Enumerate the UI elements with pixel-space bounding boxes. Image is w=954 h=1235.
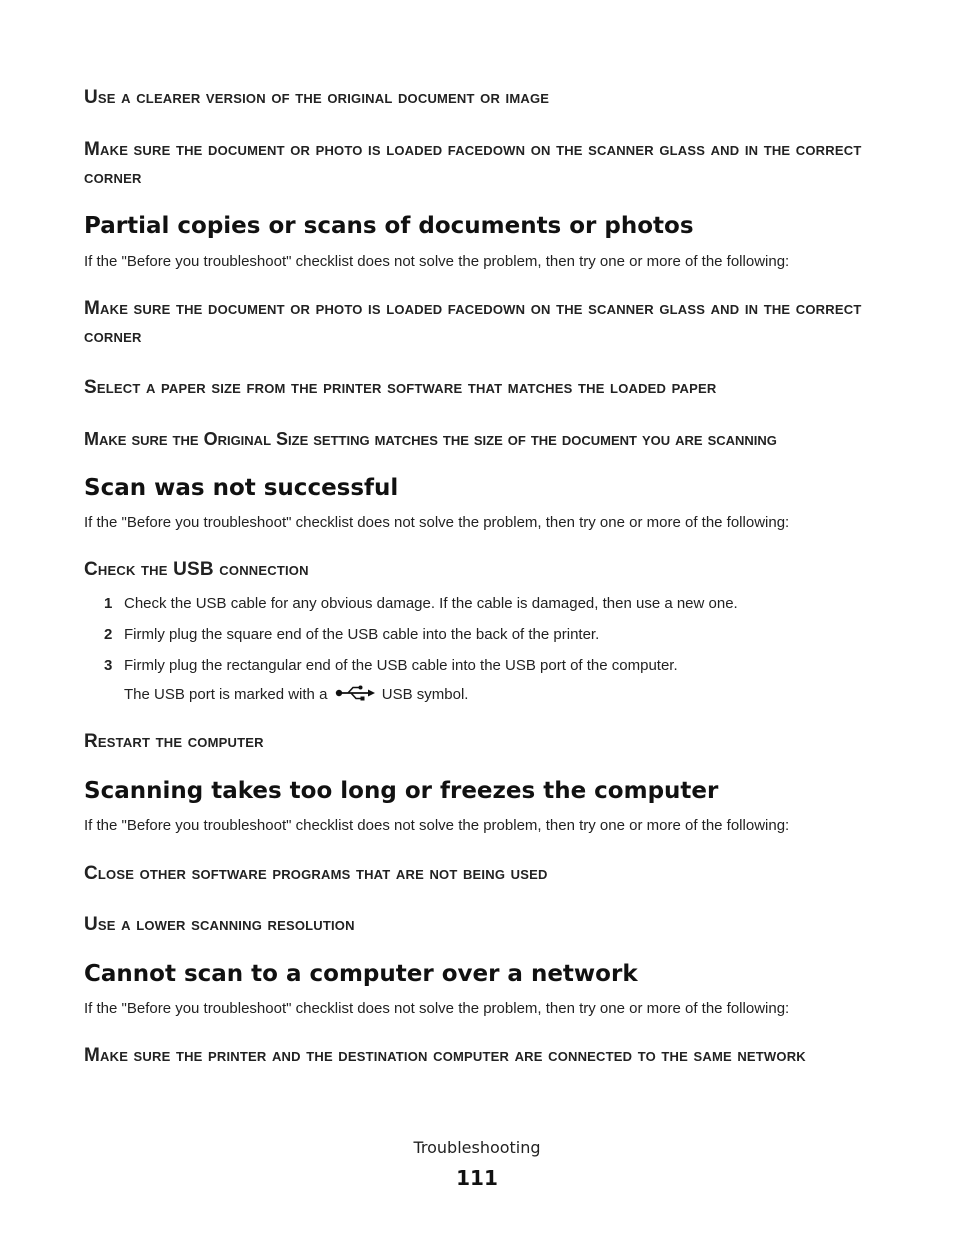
subheading-load-facedown: Make sure the document or photo is loaded facedown on the scanner glass and in the correct corner	[84, 139, 862, 188]
subheading-same-network: Make sure the printer and the destination computer are connected to the same network	[84, 1045, 806, 1066]
intro-text: If the "Before you troubleshoot" checklist does not solve the problem, then try one or more of the following:	[84, 1000, 790, 1017]
intro-text: If the "Before you troubleshoot" checklist does not solve the problem, then try one or more of the following:	[84, 817, 790, 834]
footer-chapter-label: Troubleshooting	[413, 1138, 541, 1157]
subheading-lower-resolution: Use a lower scanning resolution	[84, 914, 355, 935]
subheading-load-facedown: Make sure the document or photo is loaded facedown on the scanner glass and in the correct corner	[84, 298, 862, 347]
step-text: Firmly plug the rectangular end of the USB cable into the USB port of the computer.	[124, 657, 678, 674]
subheading-close-programs: Close other software programs that are not being used	[84, 863, 548, 884]
section-title-scanning-slow: Scanning takes too long or freezes the computer	[84, 778, 719, 804]
page-number: 111	[456, 1166, 498, 1190]
subheading-restart-computer: Restart the computer	[84, 731, 264, 752]
usb-note-after: USB symbol.	[381, 686, 469, 703]
section-title-network-scan: Cannot scan to a computer over a network	[84, 961, 638, 987]
section-title-partial-copies: Partial copies or scans of documents or photos	[84, 213, 694, 239]
subheading-original-size: Make sure the Original Size setting matches the size of the document you are scanning	[84, 429, 777, 449]
section-title-scan-not-successful: Scan was not successful	[84, 475, 399, 501]
usb-note	[124, 685, 468, 707]
usb-symbol-icon	[335, 685, 375, 707]
step-number: 2	[104, 626, 113, 643]
subheading-clearer-version: Use a clearer version of the original document or image	[84, 87, 550, 108]
usb-note-before: The USB port is marked with a	[124, 686, 328, 703]
subheading-select-paper-size: Select a paper size from the printer software that matches the loaded paper	[84, 377, 717, 398]
step-text: Firmly plug the square end of the USB cable into the back of the printer.	[124, 626, 600, 643]
intro-text: If the "Before you troubleshoot" checklist does not solve the problem, then try one or more of the following:	[84, 514, 790, 531]
intro-text: If the "Before you troubleshoot" checklist does not solve the problem, then try one or more of the following:	[84, 253, 790, 270]
step-number: 1	[104, 595, 113, 612]
step-text: Check the USB cable for any obvious damage. If the cable is damaged, then use a new one.	[124, 595, 738, 612]
step-number: 3	[104, 657, 113, 674]
subheading-check-usb: Check the USB connection	[84, 559, 309, 580]
